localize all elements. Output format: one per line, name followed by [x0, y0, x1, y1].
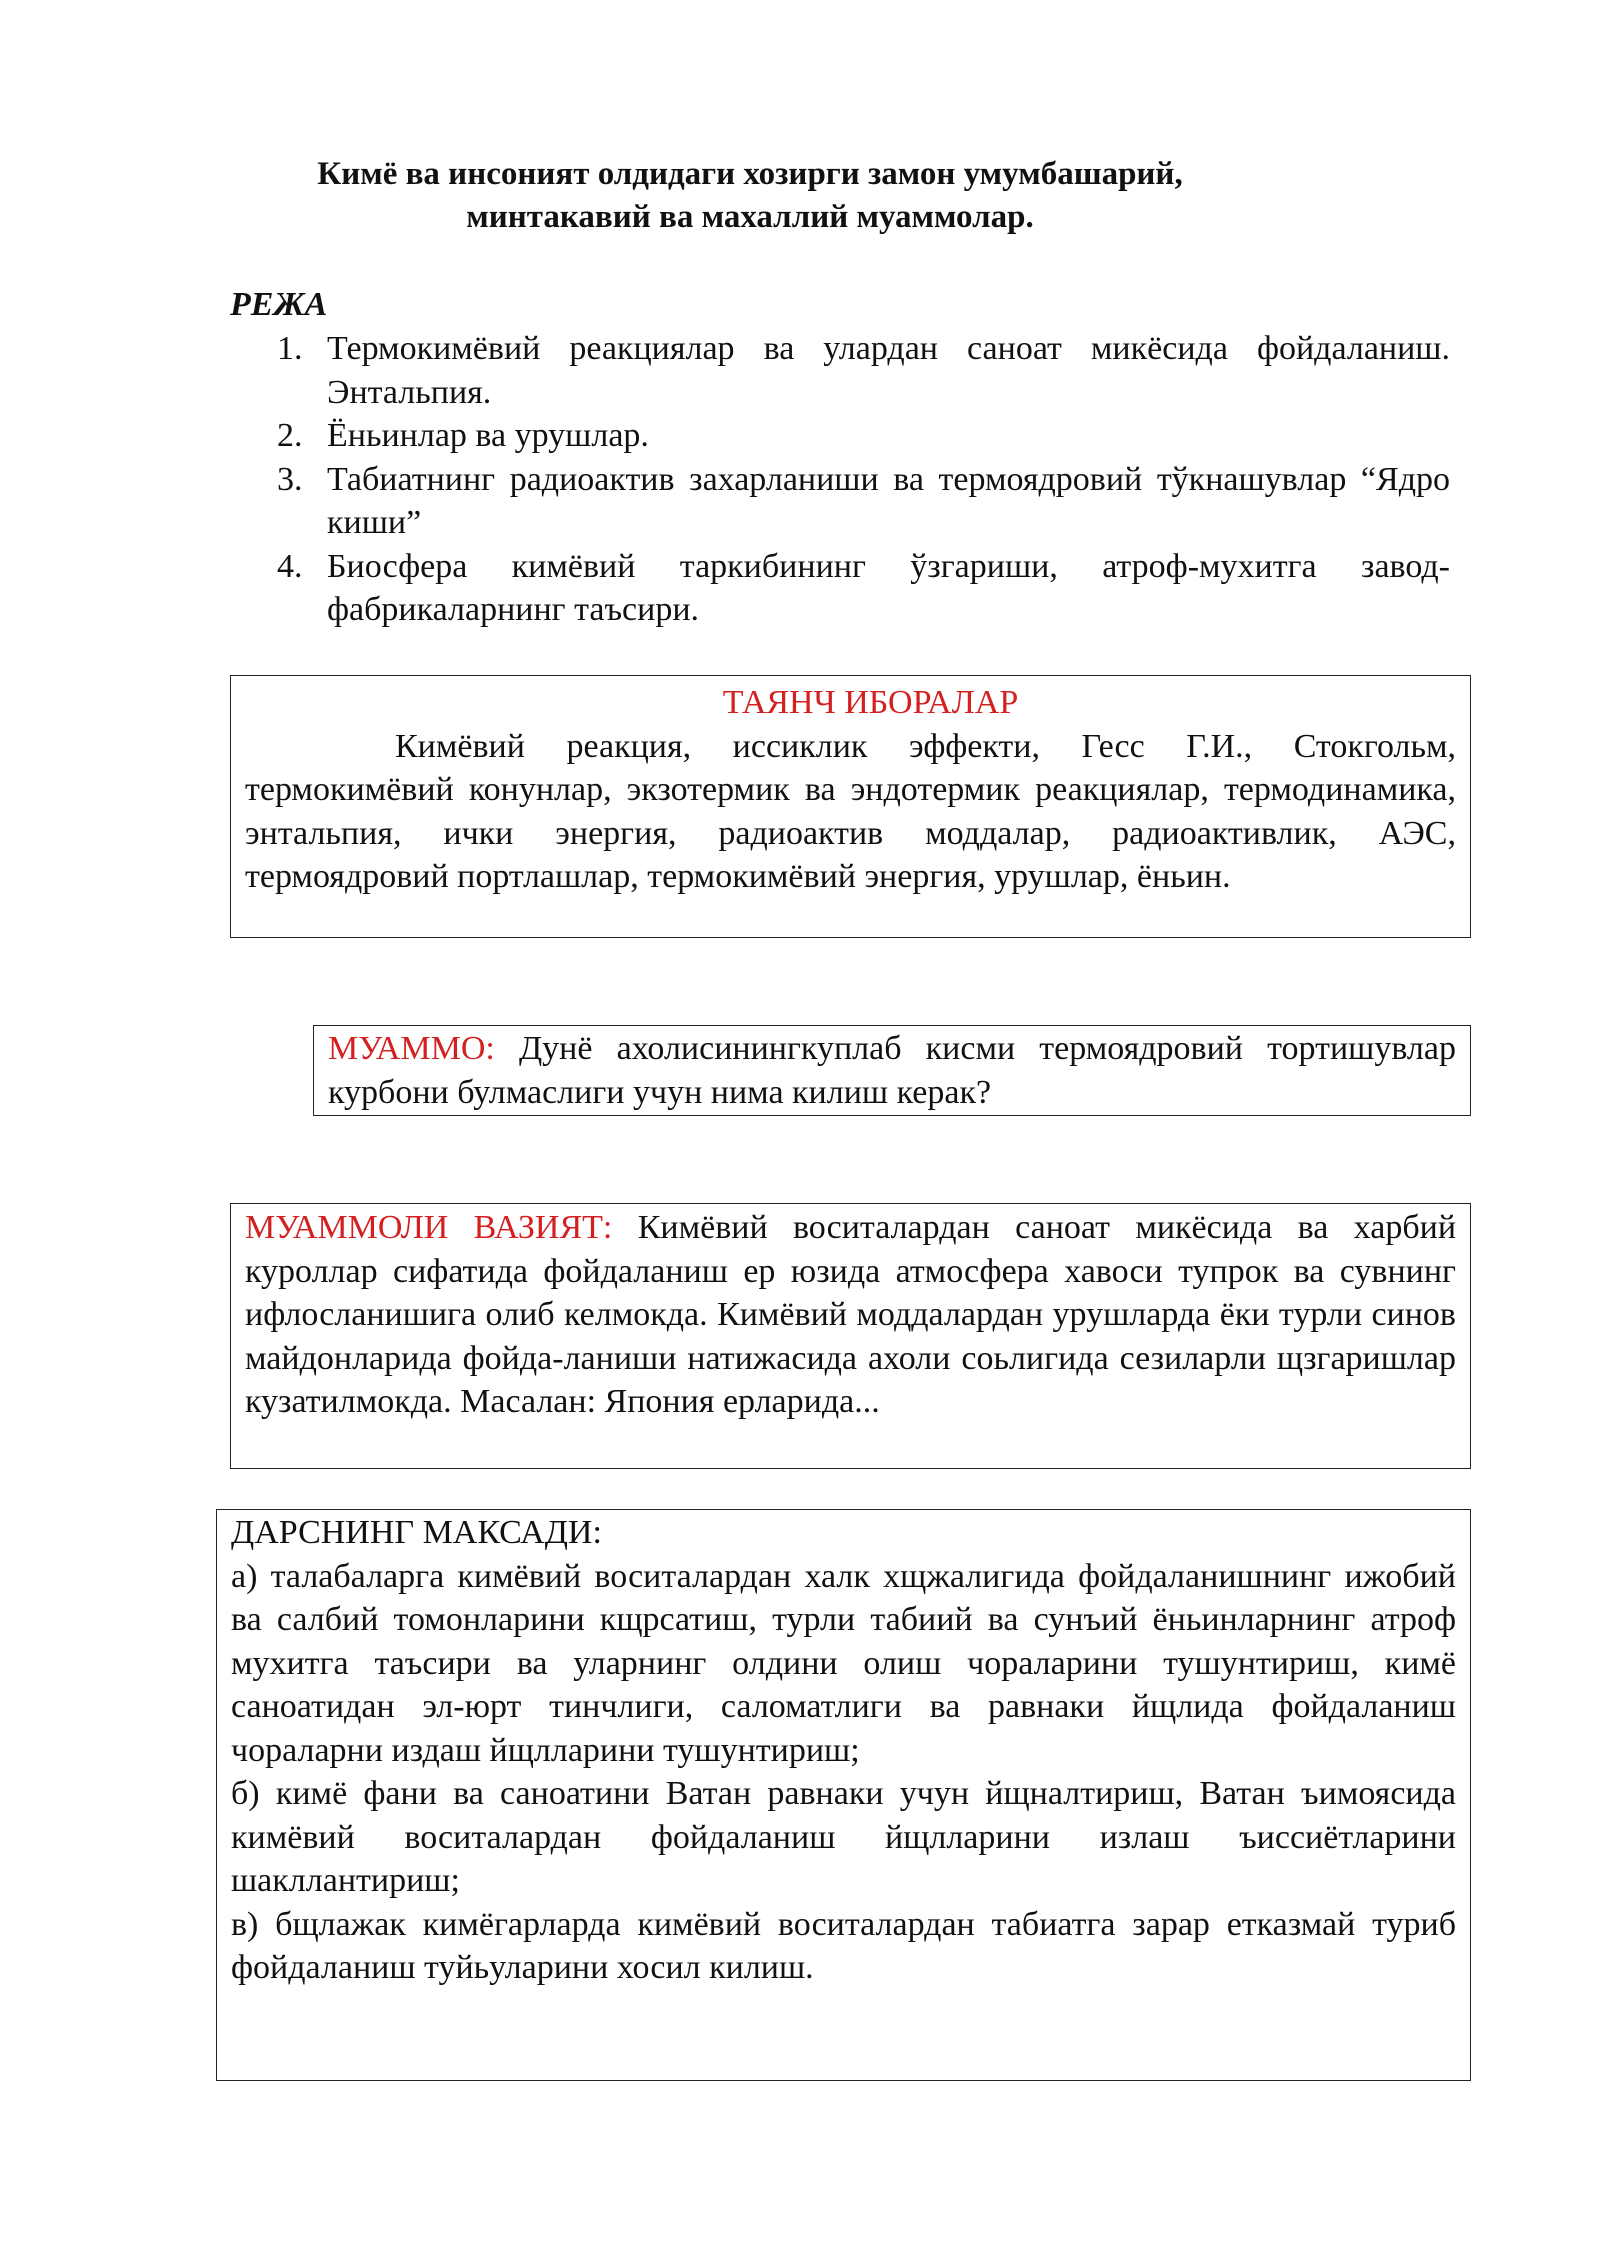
plan-item: [265, 545, 1450, 632]
keywords-title: ТАЯНЧ ИБОРАЛАР: [722, 684, 1019, 721]
plan-item-text: Ёньинлар ва урушлар.: [327, 417, 649, 454]
problem-paragraph: [328, 1027, 1456, 1114]
document-title: [250, 153, 1250, 239]
goals-box: [216, 1509, 1471, 2081]
plan-item-number: 1.: [277, 330, 303, 367]
plan-item-text: Термокимёвий реакциялар ва улардан саноат микёсида фойдаланиш. Энтальпия.: [327, 330, 1450, 411]
goals-item-c: в) бщлажак кимёгарларда кимёвий воситалардан табиатга зарар етказмай туриб фойдаланиш туйьуларини хосил килиш.: [231, 1905, 1456, 1986]
situation-box: [230, 1203, 1471, 1469]
plan-item-number: 2.: [277, 417, 303, 454]
goals-item-b: б) кимё фани ва саноатини Ватан равнаки учун йщналтириш, Ватан ъимоясида кимёвий воситалардан фойдаланиш йщлларини излаш ъиссиётларини шакллантириш;: [231, 1775, 1456, 1899]
plan-heading: РЕЖА: [230, 286, 328, 323]
plan-item: [265, 327, 1450, 414]
plan-item: [265, 458, 1450, 545]
keywords-box: [230, 675, 1471, 938]
title-line-1: Кимё ва инсоният олдидаги хозирги замон умумбашарий,: [317, 156, 1183, 192]
plan-item: [265, 414, 1450, 458]
title-line-2: минтакавий ва махаллий муаммолар.: [466, 199, 1034, 235]
goals-item-a: а) талабаларга кимёвий воситалардан халк хщжалигида фойдаланишнинг ижобий ва салбий томонларини кщрсатиш, турли табиий ва сунъий ёньинларнинг атроф мухитга таъсири ва уларнинг олдини олиш чораларини тушунтириш, кимё саноатидан эл-юрт тинчлиги, саломатлиги ва равнаки йщлида фойдаланиш чораларни издаш йщлларини тушунтириш;: [231, 1557, 1456, 1769]
problem-label: МУАММО:: [328, 1030, 495, 1067]
goals-heading: ДАРСНИНГ МАКСАДИ:: [231, 1514, 602, 1551]
plan-item-number: 3.: [277, 460, 303, 498]
plan-item-text: Биосфера кимёвий таркибининг ўзгариши, атроф-мухитга завод-фабрикаларнинг таъсири.: [327, 547, 1450, 628]
situation-paragraph: [245, 1206, 1456, 1424]
situation-text: Кимёвий воситалардан саноат микёсида ва харбий куроллар сифатида фойдаланиш ер юзида атмосфера хавоси тупрок ва сувнинг ифлосланишига олиб келмокда. Кимёвий моддалардан урушларда ёки турли синов майдонларида фойда-ланиши натижасида ахоли соьлигида сезиларли щзгаришлар кузатилмокда. Масалан: Япония ерларида...: [245, 1209, 1457, 1420]
plan-item-number: 4.: [277, 547, 303, 585]
problem-box: [313, 1025, 1471, 1116]
plan-item-text: Табиатнинг радиоактив захарланиши ва термоядровий тўкнашувлар “Ядро киши”: [327, 460, 1450, 541]
plan-list: [265, 327, 1450, 632]
situation-label: МУАММОЛИ ВАЗИЯТ:: [245, 1209, 613, 1246]
keywords-text: Кимёвий реакция, иссиклик эффекти, Гесс Г.И., Стокгольм, термокимёвий конунлар, экзотермик ва эндотермик реакциялар, термодинамика, энтальпия, ички энергия, радиоактив моддалар, радиоактивлик, АЭС, термоядровий портлашлар, термокимёвий энергия, урушлар, ёньин.: [245, 727, 1456, 895]
problem-text: Дунё ахолисинингкуплаб кисми термоядровий тортишувлар курбони булмаслиги учун нима килиш керак?: [328, 1030, 1456, 1111]
